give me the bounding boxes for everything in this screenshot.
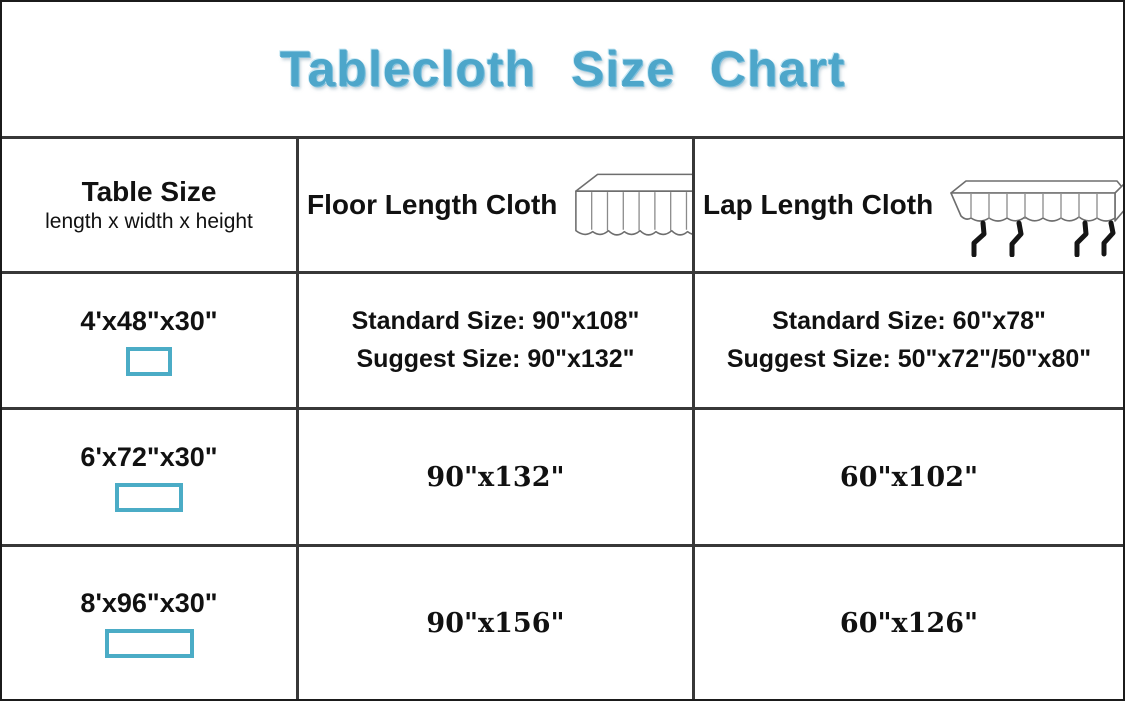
title-banner [2, 2, 1123, 139]
floor-length-cell-6ft [299, 410, 695, 547]
table-size-value: 6'x72"x30" [80, 442, 218, 472]
table-size-cell-6ft [2, 410, 299, 547]
lap-length-cell-8ft [695, 547, 1123, 699]
cloth-size-value: 90"x132" [426, 461, 565, 493]
lap-length-header: Lap Length Cloth [703, 188, 934, 220]
table-footprint-rect-6ft [115, 483, 183, 512]
cloth-size-value: 60"x126" [839, 607, 979, 639]
table-footprint-rect-4ft [126, 347, 172, 376]
floor-length-header: Floor Length Cloth [307, 188, 558, 220]
floor-length-header-cell [299, 139, 695, 274]
floor-length-cloth-icon [567, 168, 695, 242]
lap-length-cell-4ft [695, 274, 1123, 410]
table-size-value: 4'x48"x30" [80, 305, 218, 336]
lap-length-cell-6ft [695, 410, 1123, 547]
table-size-value: 8'x96"x30" [80, 588, 218, 618]
lap-length-header-cell [695, 139, 1123, 274]
standard-size-value: Standard Size: 90"x108" [351, 307, 640, 335]
table-size-cell-8ft [2, 547, 299, 699]
table-size-header: Table Size [81, 175, 217, 207]
cloth-size-value: 90"x156" [426, 607, 565, 639]
standard-size-value: Standard Size: 60"x78" [772, 307, 1046, 335]
suggest-size-value: Suggest Size: 90"x132" [356, 344, 635, 373]
cloth-size-value: 60"x102" [839, 461, 979, 493]
lap-length-cloth-icon [943, 153, 1123, 257]
floor-length-cell-8ft [299, 547, 695, 699]
page-title: Tablecloth Size Chart [279, 41, 846, 97]
suggest-size-value: Suggest Size: 50"x72"/50"x80" [726, 344, 1092, 373]
table-size-subtitle: length x width x height [45, 210, 253, 234]
table-size-cell-4ft [2, 274, 299, 410]
table-footprint-rect-8ft [105, 629, 194, 658]
table-size-header-cell [2, 139, 299, 274]
floor-length-cell-4ft [299, 274, 695, 410]
